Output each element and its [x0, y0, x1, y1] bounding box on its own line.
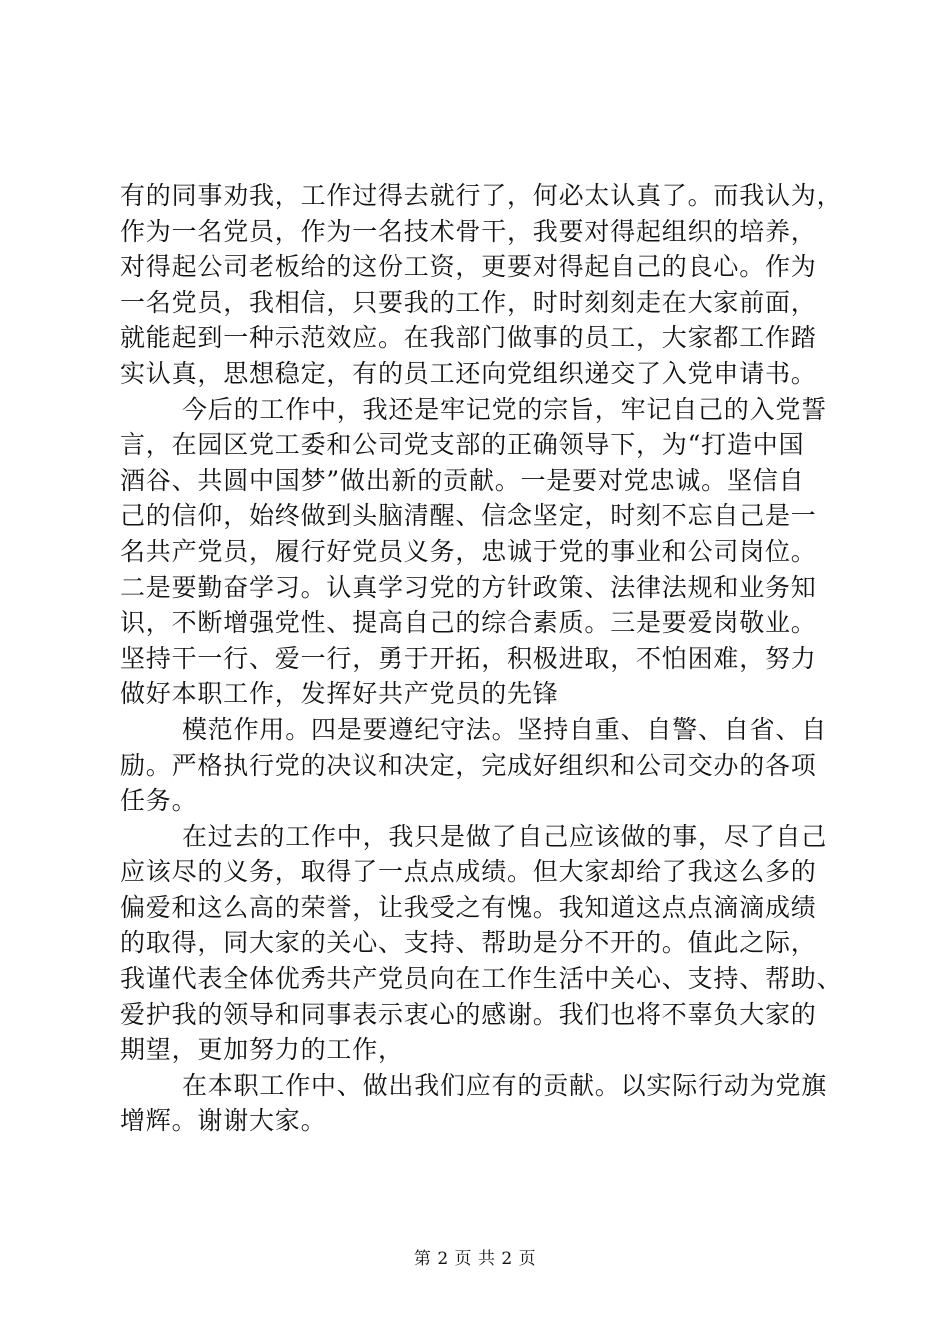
text-line: 增辉。谢谢大家。	[120, 1106, 327, 1136]
text-line: 的取得，同大家的关心、支持、帮助是分不开的。值此之际，	[120, 928, 817, 958]
page-footer: 第 2 页 共 2 页	[413, 1249, 537, 1269]
text-line: 一名党员，我相信，只要我的工作，时时刻刻走在大家前面，	[120, 287, 817, 317]
text-line: 坚持干一行、爱一行，勇于开拓，积极进取，不怕困难，努力	[120, 643, 817, 673]
text-line: 实认真，思想稳定，有的员工还向党组织递交了入党申请书。	[120, 358, 817, 388]
text-line: 对得起公司老板给的这份工资，更要对得起自己的良心。作为	[120, 252, 817, 282]
text-line: 作为一名党员，作为一名技术骨干，我要对得起组织的培养，	[120, 216, 817, 246]
text-line: 名共产党员，履行好党员义务，忠诚于党的事业和公司岗位。	[120, 536, 817, 566]
text-line: 我谨代表全体优秀共产党员向在工作生活中关心、支持、帮助、	[120, 964, 843, 994]
text-line: 做好本职工作，发挥好共产党员的先锋	[120, 679, 559, 709]
text-line: 期望，更加努力的工作，	[120, 1035, 404, 1065]
text-line: 在过去的工作中，我只是做了自己应该做的事，尽了自己	[182, 821, 828, 851]
text-line: 应该尽的义务，取得了一点点成绩。但大家却给了我这么多的	[120, 857, 817, 887]
text-line: 任务。	[120, 786, 198, 816]
text-line: 言，在园区党工委和公司党支部的正确领导下，为“打造中国	[120, 430, 805, 460]
text-line: 酒谷、共圆中国梦”做出新的贡献。一是要对党忠诚。坚信自	[120, 465, 805, 495]
text-line: 模范作用。四是要遵纪守法。坚持自重、自警、自省、自	[182, 714, 828, 744]
text-line: 今后的工作中，我还是牢记党的宗旨，牢记自己的入党誓	[182, 394, 828, 424]
text-line: 偏爱和这么高的荣誉，让我受之有愧。我知道这点点滴滴成绩	[120, 892, 817, 922]
text-line: 在本职工作中、做出我们应有的贡献。以实际行动为党旗	[182, 1070, 828, 1100]
text-line: 识，不断增强党性、提高自己的综合素质。三是要爱岗敬业。	[120, 608, 817, 638]
document-body	[120, 178, 843, 1139]
text-line: 有的同事劝我，工作过得去就行了，何必太认真了。而我认为，	[120, 181, 843, 210]
text-line: 励。严格执行党的决议和决定，完成好组织和公司交办的各项	[120, 750, 817, 780]
text-line: 就能起到一种示范效应。在我部门做事的员工，大家都工作踏	[120, 323, 817, 353]
text-line: 爱护我的领导和同事表示衷心的感谢。我们也将不辜负大家的	[120, 999, 817, 1029]
text-line: 二是要勤奋学习。认真学习党的方针政策、法律法规和业务知	[120, 572, 817, 602]
text-line: 己的信仰，始终做到头脑清醒、信念坚定，时刻不忘自己是一	[120, 501, 817, 531]
